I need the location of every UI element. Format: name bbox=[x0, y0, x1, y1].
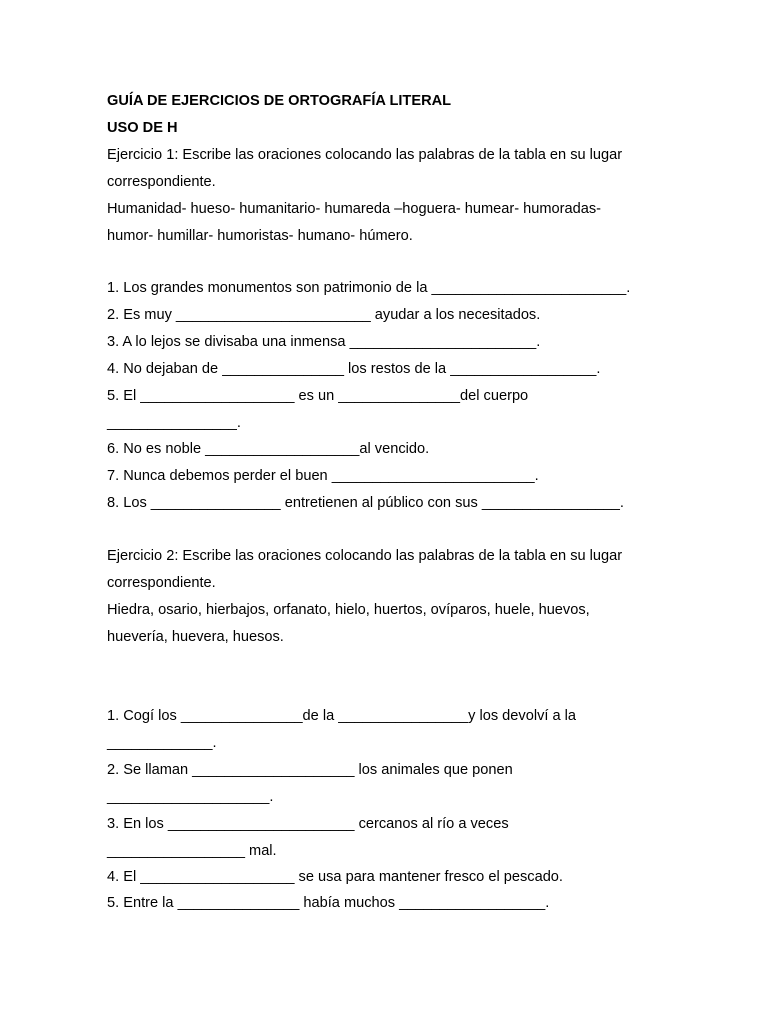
exercise-1-word-bank: Humanidad- hueso- humanitario- humareda –hoguera- humear- humoradas- bbox=[107, 201, 602, 217]
exercise-2-sentence: 2. Se llaman ____________________ los animales que ponen bbox=[107, 762, 513, 778]
exercise-1-sentence: 2. Es muy ________________________ ayudar a los necesitados. bbox=[107, 307, 541, 323]
document-subtitle: USO DE H bbox=[107, 120, 178, 136]
exercise-2-sentence: 5. Entre la _______________ había muchos __________________. bbox=[107, 895, 550, 911]
exercise-2-word-bank-cont: huevería, huevera, huesos. bbox=[107, 629, 284, 645]
exercise-1-sentence: 3. A lo lejos se divisaba una inmensa _______________________. bbox=[107, 334, 541, 350]
exercise-2-sentence: 4. El ___________________ se usa para mantener fresco el pescado. bbox=[107, 869, 563, 885]
exercise-1-sentence: 8. Los ________________ entretienen al público con sus _________________. bbox=[107, 495, 624, 511]
exercise-1-sentence: 4. No dejaban de _______________ los restos de la __________________. bbox=[107, 361, 601, 377]
exercise-2-instruction: Ejercicio 2: Escribe las oraciones colocando las palabras de la tabla en su lugar bbox=[107, 548, 623, 564]
exercise-2-sentence-cont: _____________. bbox=[107, 735, 217, 751]
exercise-2-instruction-cont: correspondiente. bbox=[107, 575, 216, 591]
exercise-2-sentence: 1. Cogí los _______________de la ________________y los devolví a la bbox=[107, 708, 577, 724]
exercise-1-instruction-cont: correspondiente. bbox=[107, 174, 216, 190]
exercise-1-sentence: 6. No es noble ___________________al vencido. bbox=[107, 441, 430, 457]
exercise-1-sentence-cont: ________________. bbox=[107, 415, 241, 431]
exercise-1-sentence: 1. Los grandes monumentos son patrimonio de la ________________________. bbox=[107, 280, 631, 296]
exercise-2-sentence-cont: _________________ mal. bbox=[107, 843, 277, 859]
document-title: GUÍA DE EJERCICIOS DE ORTOGRAFÍA LITERAL bbox=[107, 93, 452, 109]
exercise-1-instruction: Ejercicio 1: Escribe las oraciones colocando las palabras de la tabla en su lugar bbox=[107, 147, 623, 163]
exercise-2-word-bank: Hiedra, osario, hierbajos, orfanato, hielo, huertos, ovíparos, huele, huevos, bbox=[107, 602, 590, 618]
exercise-1-sentence: 7. Nunca debemos perder el buen _________________________. bbox=[107, 468, 539, 484]
exercise-1-sentence: 5. El ___________________ es un _______________del cuerpo bbox=[107, 388, 529, 404]
exercise-2-sentence: 3. En los _______________________ cercanos al río a veces bbox=[107, 816, 509, 832]
exercise-1-word-bank-cont: humor- humillar- humoristas- humano- húmero. bbox=[107, 228, 413, 244]
exercise-2-sentence-cont: ____________________. bbox=[107, 789, 274, 805]
